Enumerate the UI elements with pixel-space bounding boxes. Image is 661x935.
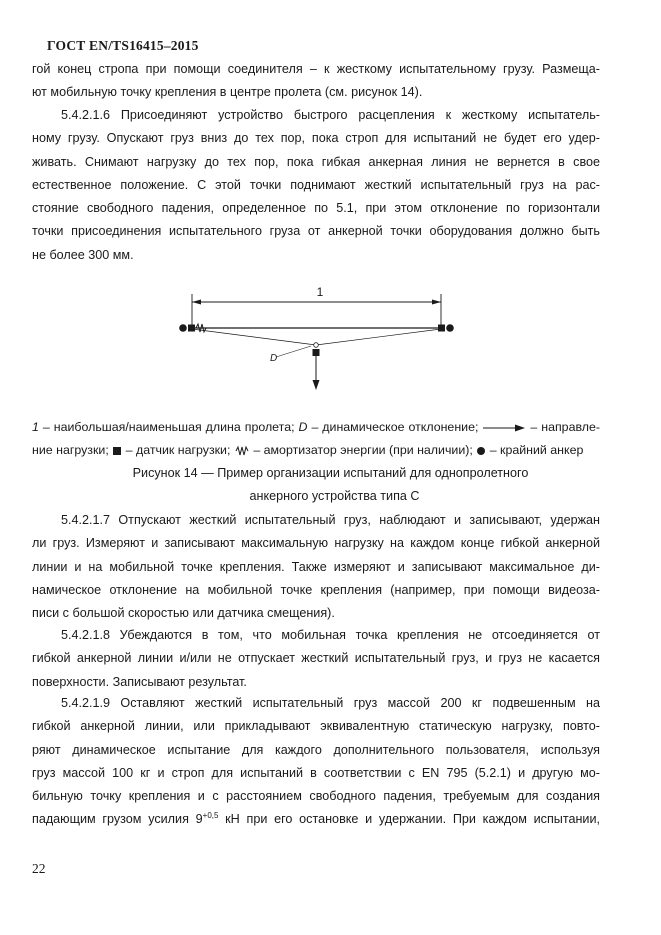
arrowhead-left bbox=[192, 300, 201, 305]
paragraph-5-4-2-1-7 bbox=[32, 509, 600, 625]
text-line: 5.4.2.1.6 Присоединяют устройство быстрого расцепления к жесткому испытатель- bbox=[61, 108, 600, 122]
text-line: поверхности. Записывают результат. bbox=[32, 674, 247, 689]
text-fragment: падающим грузом усилия 9 bbox=[32, 812, 203, 827]
text-line: намическое отклонение на мобильной точке крепления (например, при помощи видеоза- bbox=[32, 582, 600, 597]
load-cell-right bbox=[438, 325, 445, 332]
legend-key-D: D bbox=[298, 420, 308, 434]
legend-line-2 bbox=[32, 439, 600, 462]
document-header: ГОСТ EN/TS16415–2015 bbox=[47, 38, 199, 53]
arrow-right-icon bbox=[482, 423, 526, 433]
text-line: писи с большой скоростью или датчика смещения). bbox=[32, 606, 335, 621]
text-line: 5.4.2.1.8 Убеждаются в том, что мобильная точка крепления не отсоединяется от bbox=[61, 628, 600, 642]
paragraph-5-4-2-1-8 bbox=[32, 624, 600, 694]
arrowhead-right bbox=[432, 300, 441, 305]
text-line: точки присоединения испытательного груза от анкерной точки оборудования должно быть bbox=[32, 224, 600, 239]
load-cell-center bbox=[313, 349, 320, 356]
legend-text: – направле- bbox=[526, 420, 601, 434]
mobile-anchor-point bbox=[314, 343, 319, 348]
text-line: ному грузу. Опускают груз вниз до тех пор, пока строп для испытаний не будет его удер- bbox=[32, 131, 600, 146]
tolerance-superscript: +0,5 bbox=[202, 811, 219, 821]
legend-text: – наибольшая/наименьшая длина пролета; bbox=[38, 420, 299, 434]
text-line: не более 300 мм. bbox=[32, 247, 134, 262]
label-deflection-D: D bbox=[270, 353, 278, 364]
label-span-1: 1 bbox=[316, 285, 324, 299]
text-line: 5.4.2.1.9 Оставляют жесткий испытательный груз массой 200 кг подвешенным на bbox=[61, 696, 600, 710]
legend-line-1 bbox=[32, 416, 600, 439]
text-line: гибкой анкерной линии и/или не отпускает жесткий испытательный груз, и груз не касается bbox=[32, 651, 600, 666]
deflection-line-left bbox=[192, 329, 316, 345]
load-direction-arrowhead bbox=[313, 380, 320, 390]
end-anchor-right bbox=[446, 324, 454, 332]
text-line: гой конец стропа при помощи соединителя – к жесткому испытательному грузу. Размеща- bbox=[32, 62, 600, 76]
legend-key-1: 1 bbox=[32, 420, 39, 434]
paragraph-continuation bbox=[32, 58, 600, 105]
legend-text: – крайний анкер bbox=[486, 443, 584, 457]
page-number: 22 bbox=[32, 861, 46, 876]
end-anchor-left bbox=[179, 324, 187, 332]
text-fragment: кН при его остановке и удержании. При каждом испытании, bbox=[218, 812, 600, 827]
paragraph-5-4-2-1-6 bbox=[32, 104, 600, 267]
end-anchor-icon bbox=[476, 446, 486, 456]
deflection-line-right bbox=[316, 329, 441, 345]
text-line: груз массой 100 кг и строп для испытаний в соответствии с EN 795 (5.2.1) и другую мо- bbox=[32, 765, 600, 780]
text-line: естественное положение. С этой точки поднимают жесткий испытательный груз на рас- bbox=[32, 177, 600, 192]
load-cell-left bbox=[188, 325, 195, 332]
legend-text: – динамическое отклонение; bbox=[307, 420, 483, 434]
legend-text: – амортизатор энергии (при наличии); bbox=[249, 443, 477, 457]
text-line: ют мобильную точку крепления в центре пролета (см. рисунок 14). bbox=[32, 85, 423, 100]
text-line: гибкой анкерной линии, или прикладывают эквивалентную статическую нагрузку, повто- bbox=[32, 719, 600, 734]
text-line: бильную точку крепления и с расстоянием свободного падения, требуемым для создания bbox=[32, 789, 600, 804]
figure-14-diagram bbox=[170, 280, 470, 395]
figure-caption-line-2: анкерного устройства типа С bbox=[249, 489, 420, 503]
figure-legend bbox=[32, 416, 600, 462]
text-line: линии и на мобильной точке крепления. Также измеряют и записывают максимальное ди- bbox=[32, 559, 600, 574]
text-line bbox=[32, 808, 600, 831]
text-line: ли груз. Измеряют и записывают максимальную нагрузку на каждом конце гибкой анкерной bbox=[32, 536, 600, 551]
figure-caption-line-1: Рисунок 14 — Пример организации испытаний для однопролетного bbox=[132, 466, 529, 480]
legend-text: – датчик нагрузки; bbox=[122, 443, 234, 457]
text-line: стояние свободного падения, определенное по 5.1, при этом отклонение по горизонтали bbox=[32, 201, 600, 216]
text-line: живать. Снимают нагрузку до тех пор, пока гибкая анкерная линия не вернется в свое bbox=[32, 154, 600, 169]
legend-text: ние нагрузки; bbox=[32, 443, 113, 457]
text-line: 5.4.2.1.7 Отпускают жесткий испытательный груз, наблюдают и записывают, удержан bbox=[61, 513, 600, 527]
deflection-leader bbox=[276, 346, 311, 357]
paragraph-5-4-2-1-9 bbox=[32, 692, 600, 832]
load-cell-icon bbox=[112, 446, 122, 456]
text-line: ряют динамическое испытание для каждого дополнительного пользователя, используя bbox=[32, 742, 600, 757]
energy-absorber-icon bbox=[234, 445, 250, 457]
